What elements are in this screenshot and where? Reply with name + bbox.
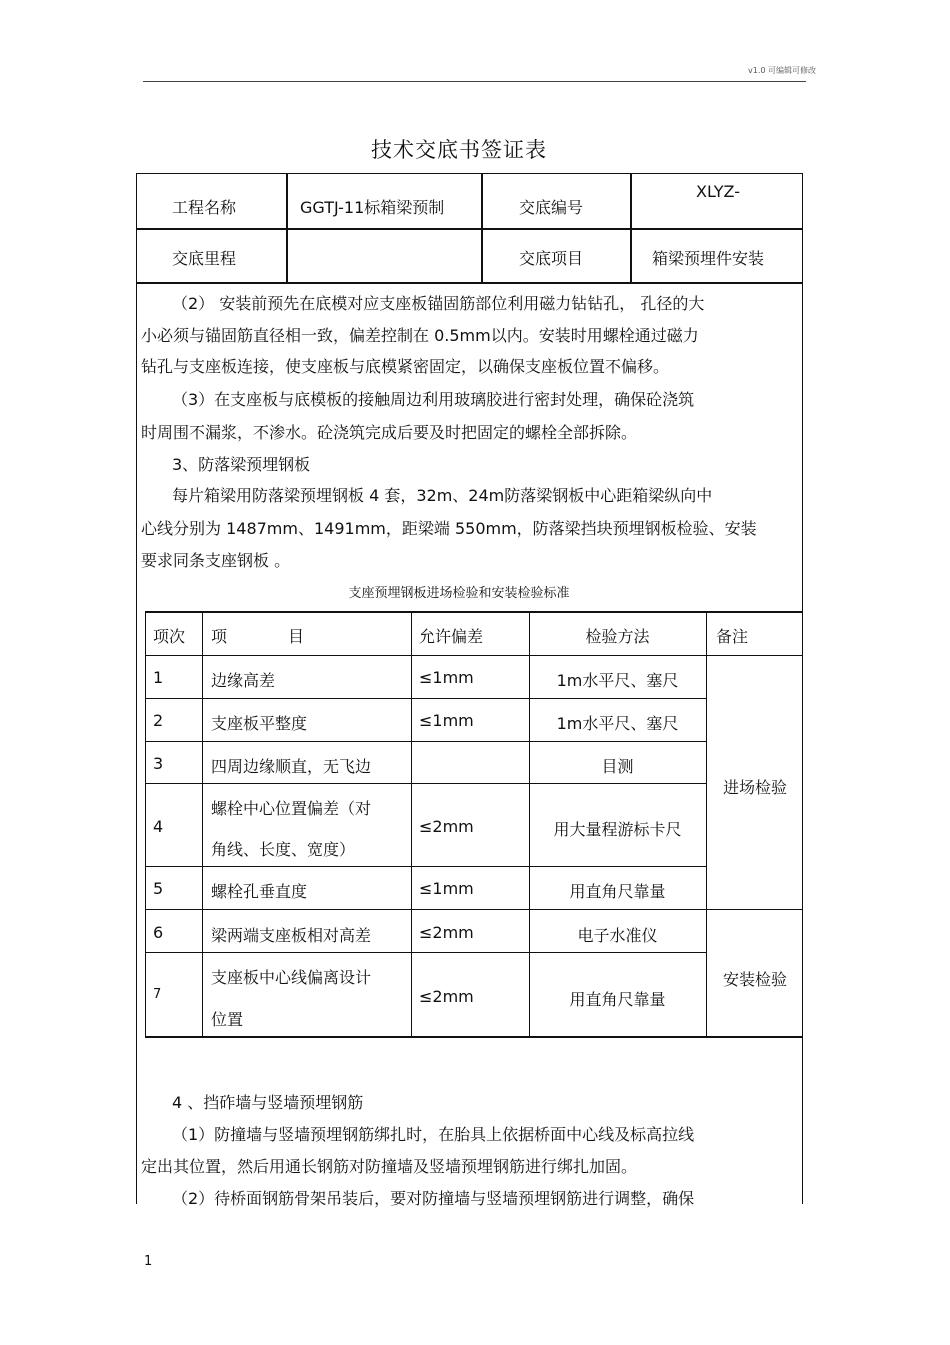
row-divider: [145, 698, 706, 699]
paragraph-line: 小必须与锚固筋直径相一致，偏差控制在 0.5mm以内。安装时用螺栓通过磁力: [141, 326, 699, 345]
row-divider: [145, 655, 803, 656]
project-name-label: 工程名称: [172, 198, 237, 217]
paragraph-line: 时周围不漏浆，不渗水。砼浇筑完成后要及时把固定的螺栓全部拆除。: [141, 423, 638, 442]
paragraph-line: 要求同条支座钢板 。: [141, 551, 291, 570]
row-divider: [145, 866, 706, 867]
row-item: 支座板平整度: [211, 714, 308, 733]
row-method: 1m水平尺、塞尺: [556, 671, 679, 690]
row-method: 用大量程游标卡尺: [553, 820, 682, 839]
page-title: 技术交底书签证表: [371, 138, 547, 162]
table-top-rule: [145, 611, 803, 613]
header-rule: [143, 81, 806, 82]
paragraph-line: 钻孔与支座板连接，使支座板与底模紧密固定，以确保支座板位置不偏移。: [141, 357, 670, 376]
section-heading: 4 、挡砟墙与竖墙预埋钢筋: [172, 1093, 364, 1112]
row-method: 用直角尺靠量: [569, 882, 666, 901]
header-remark: 备注: [716, 627, 749, 646]
row-method: 1m水平尺、塞尺: [556, 714, 679, 733]
row-item: 支座板中心线偏离设计: [211, 968, 372, 987]
col-divider: [630, 173, 632, 282]
row-item: 边缘高差: [211, 671, 276, 690]
version-note: v1.0 可编辑可修改: [748, 66, 816, 75]
header-no: 项次: [153, 627, 186, 646]
code-value: XLYZ-: [696, 182, 740, 201]
row-item: 螺栓孔垂直度: [211, 882, 308, 901]
col-divider: [286, 173, 288, 282]
row-item: 角线、长度、宽度）: [211, 840, 356, 859]
row-item: 四周边缘顺直，无飞边: [211, 757, 372, 776]
row-tolerance: ≤1mm: [419, 711, 474, 730]
row-no: 1: [153, 668, 164, 687]
row-divider: [136, 282, 803, 284]
paragraph-line: （2） 安装前预先在底模对应支座板锚固筋部位利用磁力钻钻孔， 孔径的大: [172, 294, 705, 313]
row-divider: [136, 228, 803, 230]
page-number: 1: [144, 1254, 153, 1269]
table-bottom-rule: [145, 1036, 803, 1038]
row-item: 位置: [211, 1010, 244, 1029]
paragraph-line: （1）防撞墙与竖墙预埋钢筋绑扎时，在胎具上依据桥面中心线及标高拉线: [172, 1125, 695, 1144]
inspection-table: [145, 611, 803, 1038]
header-item: 项 目: [211, 627, 305, 646]
paragraph-line: （3）在支座板与底模板的接触周边利用玻璃胶进行密封处理，确保砼浇筑: [172, 390, 695, 409]
row-item: 梁两端支座板相对高差: [211, 926, 372, 945]
row-no: 3: [153, 754, 164, 773]
item-value: 箱梁预埋件安装: [652, 249, 765, 268]
row-method: 目测: [601, 757, 634, 776]
row-tolerance: ≤2mm: [419, 923, 474, 942]
row-divider: [145, 909, 803, 910]
table-caption: 支座预埋钢板进场检验和安装检验标准: [348, 586, 570, 601]
paragraph-line: 心线分别为 1487mm、1491mm，距梁端 550mm，防落梁挡块预埋钢板检验、安装: [141, 519, 757, 538]
header-tolerance: 允许偏差: [419, 627, 484, 646]
row-method: 电子水准仪: [577, 926, 658, 945]
paragraph-line: 每片箱梁用防落梁预埋钢板 4 套，32m、24m防落梁钢板中心距箱梁纵向中: [172, 486, 713, 505]
row-tolerance: ≤2mm: [419, 817, 474, 836]
section-heading: 3、防落梁预埋钢板: [172, 455, 311, 474]
row-tolerance: ≤2mm: [419, 987, 474, 1006]
col-divider: [202, 611, 203, 1038]
row-divider: [145, 783, 706, 784]
row-tolerance: ≤1mm: [419, 879, 474, 898]
item-label: 交底项目: [519, 249, 584, 268]
row-divider: [145, 741, 706, 742]
paragraph-line: 定出其位置，然后用通长钢筋对防撞墙及竖墙预埋钢筋进行绑扎加固。: [141, 1157, 638, 1176]
col-divider: [481, 173, 483, 282]
row-no: 2: [153, 711, 164, 730]
col-divider: [706, 611, 707, 1038]
col-divider: [145, 611, 146, 1038]
project-name-value: GGTJ-11标箱梁预制: [300, 198, 445, 217]
header-method: 检验方法: [585, 627, 650, 646]
row-item: 螺栓中心位置偏差（对: [211, 799, 372, 818]
row-tolerance: ≤1mm: [419, 668, 474, 687]
row-no: 4: [153, 817, 164, 836]
col-divider: [411, 611, 412, 1038]
row-no: 7: [153, 987, 162, 1002]
row-method: 用直角尺靠量: [569, 990, 666, 1009]
code-label: 交底编号: [519, 198, 584, 217]
row-no: 5: [153, 879, 164, 898]
row-no: 6: [153, 923, 164, 942]
row-divider: [145, 952, 706, 953]
remark-incoming: 进场检验: [723, 778, 788, 797]
paragraph-line: （2）待桥面钢筋骨架吊装后，要对防撞墙与竖墙预埋钢筋进行调整，确保: [172, 1189, 695, 1208]
mileage-label: 交底里程: [172, 249, 237, 268]
remark-install: 安装检验: [723, 970, 788, 989]
